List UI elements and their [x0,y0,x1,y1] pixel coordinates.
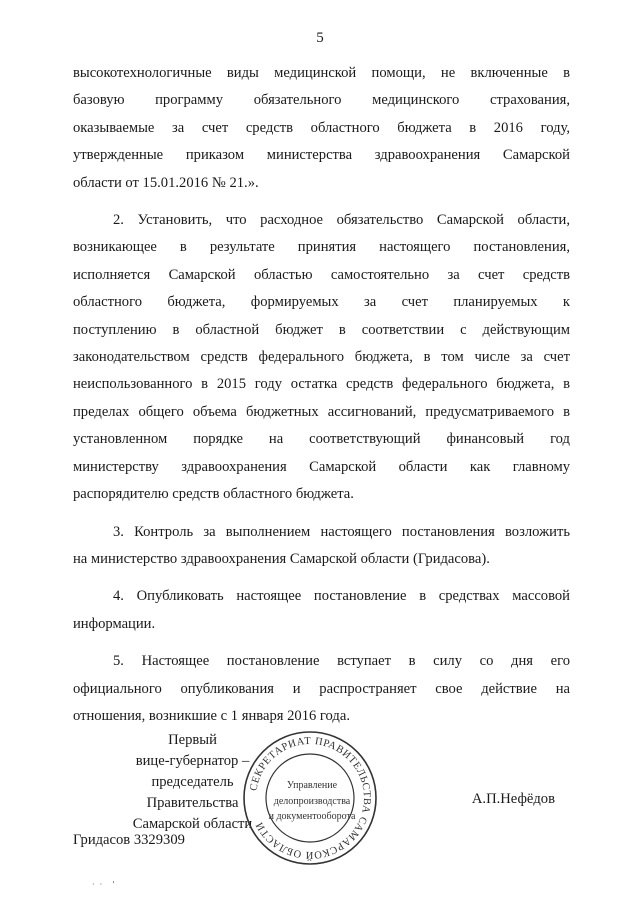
stamp-ring-text: СЕКРЕТАРИАТ ПРАВИТЕЛЬСТВА САМАРСКОЙ ОБЛАСТИ [248,735,373,861]
text-line: законодательством средств федерального бюджета, в том числе за счет [73,349,570,366]
signatory-name: А.П.Нефёдов [471,791,555,807]
paragraph-4 [73,583,570,638]
title-line: Первый [168,732,217,748]
text-line: 3. Контроль за выполнением настоящего постановления возложить [113,523,570,540]
text-line: официального опубликования и распространяет свое действие на [73,680,570,697]
text-line: области от 15.01.2016 № 21.». [73,174,259,191]
text-line: распорядителю средств областного бюджета. [73,486,354,503]
text-line: возникающее в результате принятия настоящего постановления, [73,239,570,256]
stamp-line: делопроизводства [273,796,351,807]
text-line: областного бюджета, формируемых за счет планируемых к [73,294,570,311]
text-line: поступлению в областной бюджет в соответствии с действующим [73,321,570,338]
paragraph-5 [73,648,570,730]
text-line: оказываемые за счет средств областного бюджета в 2016 году, [73,119,570,136]
text-line: отношения, возникшие с 1 января 2016 года. [73,707,350,724]
stamp-line: Управление [286,780,338,791]
executor-contact: Гридасов 3329309 [73,832,185,848]
page-number: 5 [316,30,324,46]
text-line: утвержденные приказом министерства здравоохранения Самарской [73,147,570,164]
text-line: пределах общего объема бюджетных ассигнований, предусматриваемого в [73,403,570,420]
text-line: 5. Настоящее постановление вступает в силу со дня его [113,653,570,670]
text-line: неиспользованного в 2015 году остатка средств федерального бюджета, в [73,376,570,393]
text-line: информации. [73,615,156,632]
stamp-seal-icon [240,728,380,868]
text-line: высокотехнологичные виды медицинской помощи, не включенные в [73,65,570,81]
document-body [73,60,570,730]
paragraph-1 [73,60,570,197]
text-line: базовую программу обязательного медицинского страхования, [73,92,570,109]
text-line: 2. Установить, что расходное обязательство Самарской области, [113,212,570,229]
scan-speck: · · ' [92,880,115,889]
title-line: вице-губернатор – [135,753,250,769]
text-line: министерству здравоохранения Самарской области как главному [73,458,570,475]
stamp-line: и документооборота [268,811,356,822]
text-line: на министерство здравоохранения Самарской области (Гридасова). [73,550,490,567]
text-line: 4. Опубликовать настоящее постановление в средствах массовой [113,588,570,605]
paragraph-3 [73,519,570,574]
text-line: исполняется Самарской областью самостоятельно за счет средств [73,266,570,283]
title-line: Самарской области [132,816,253,832]
official-stamp [240,728,380,868]
title-line: председатель Правительства [146,774,239,811]
text-line: установленном порядке на соответствующий финансовый год [73,431,570,448]
paragraph-2 [73,207,570,508]
